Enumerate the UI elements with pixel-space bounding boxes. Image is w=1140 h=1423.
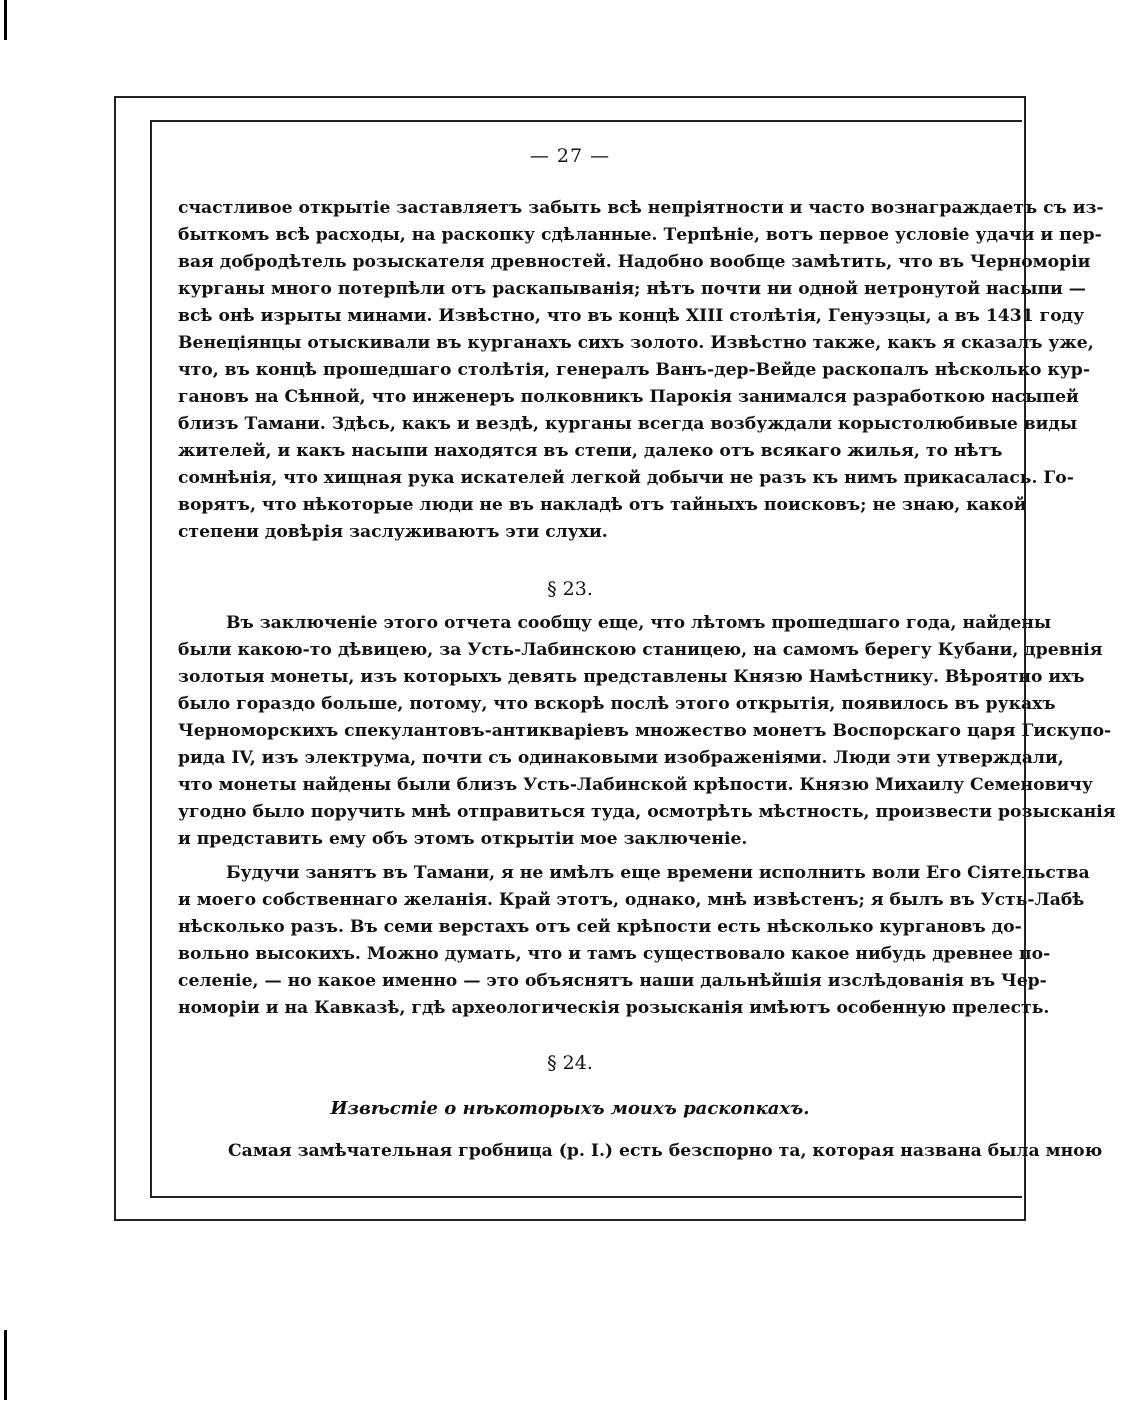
paragraph-2 (178, 610, 1116, 853)
text-line: номоріи и на Кавказѣ, гдѣ археологическія розысканія имѣютъ особенную прелесть. (178, 998, 1050, 1018)
scan-edge-mark-bottom (4, 1330, 7, 1400)
section-heading-23: § 23. (547, 578, 593, 600)
page-number: — 27 — (529, 145, 611, 167)
text-line: Венеціянцы отыскивали въ курганахъ сихъ золото. Извѣстно также, какъ я сказалъ уже, (178, 333, 1094, 353)
text-line: что, въ концѣ прошедшаго столѣтія, генералъ Ванъ-дер-Вейде раскопалъ нѣсколько кур- (178, 360, 1090, 380)
text-line: Въ заключеніе этого отчета сообщу еще, что лѣтомъ прошедшаго года, найдены (226, 613, 1052, 633)
text-line: вольно высокихъ. Можно думать, что и тамъ существовало какое нибудь древнее по- (178, 944, 1051, 964)
text-line: ворятъ, что нѣкоторые люди не въ накладѣ отъ тайныхъ поисковъ; не знаю, какой (178, 495, 1027, 515)
text-line: золотыя монеты, изъ которыхъ девять представлены Князю Намѣстнику. Вѣроятно ихъ (178, 667, 1085, 687)
text-line: всѣ онѣ изрыты минами. Извѣстно, что въ концѣ XIII столѣтія, Генуэзцы, а въ 1431 году (178, 306, 1085, 326)
text-line: курганы много потерпѣли отъ раскапыванія; нѣтъ почти ни одной нетронутой насыпи — (178, 279, 1086, 299)
scan-edge-mark-top (4, 0, 7, 40)
text-line: счастливое открытіе заставляетъ забыть всѣ непріятности и часто вознаграждаетъ съ из- (178, 198, 1104, 218)
text-line: Будучи занятъ въ Тамани, я не имѣлъ еще времени исполнить воли Его Сіятельства (226, 863, 1090, 883)
text-line: были какою-то дѣвицею, за Усть-Лабинскою станицею, на самомъ берегу Кубани, древнія (178, 640, 1103, 660)
text-line: жителей, и какъ насыпи находятся въ степи, далеко отъ всякаго жилья, то нѣтъ (178, 441, 1003, 461)
section-subtitle: Извѣстіе о нѣкоторыхъ моихъ раскопкахъ. (330, 1098, 810, 1119)
section-heading-24: § 24. (547, 1052, 593, 1074)
text-line: Самая замѣчательная гробница (р. I.) есть безспорно та, которая названа была мною (228, 1141, 1103, 1161)
text-line: рида IV, изъ электрума, почти съ одинаковыми изображеніями. Люди эти утверждали, (178, 748, 1064, 768)
text-line: угодно было поручить мнѣ отправиться туда, осмотрѣть мѣстность, произвести розысканія (178, 802, 1116, 822)
text-line: селеніе, — но какое именно — это объяснятъ наши дальнѣйшія изслѣдованія въ Чер- (178, 971, 1047, 991)
text-line: близъ Тамани. Здѣсь, какъ и вездѣ, курганы всегда возбуждали корыстолюбивые виды (178, 414, 1078, 434)
text-line: что монеты найдены были близъ Усть-Лабинской крѣпости. Князю Михаилу Семеновичу (178, 775, 1093, 795)
text-line: было гораздо больше, потому, что вскорѣ послѣ этого открытія, появилось въ рукахъ (178, 694, 1056, 714)
text-line: сомнѣнія, что хищная рука искателей легкой добычи не разъ къ нимъ прикасалась. Го- (178, 468, 1074, 488)
text-line: гановъ на Сѣнной, что инженеръ полковникъ Парокія занимался разработкою насыпей (178, 387, 1079, 407)
paragraph-3 (178, 860, 1090, 1022)
text-line: быткомъ всѣ расходы, на раскопку сдѣланные. Терпѣніе, вотъ первое условіе удачи и пер- (178, 225, 1102, 245)
text-line: вая добродѣтель розыскателя древностей. Надобно вообще замѣтить, что въ Черноморіи (178, 252, 1091, 272)
text-line: Черноморскихъ спекулантовъ-антикваріевъ множество монетъ Воспорскаго царя Гискупо- (178, 721, 1112, 741)
paragraph-1 (178, 195, 1104, 546)
text-line: нѣсколько разъ. Въ семи верстахъ отъ сей крѣпости есть нѣсколько кургановъ до- (178, 917, 1022, 937)
text-line: и моего собственнаго желанія. Край этотъ, однако, мнѣ извѣстенъ; я былъ въ Усть-Лабѣ (178, 890, 1085, 910)
text-line: и представить ему объ этомъ открытіи мое заключеніе. (178, 829, 748, 849)
text-line: степени довѣрія заслуживаютъ эти слухи. (178, 522, 608, 542)
